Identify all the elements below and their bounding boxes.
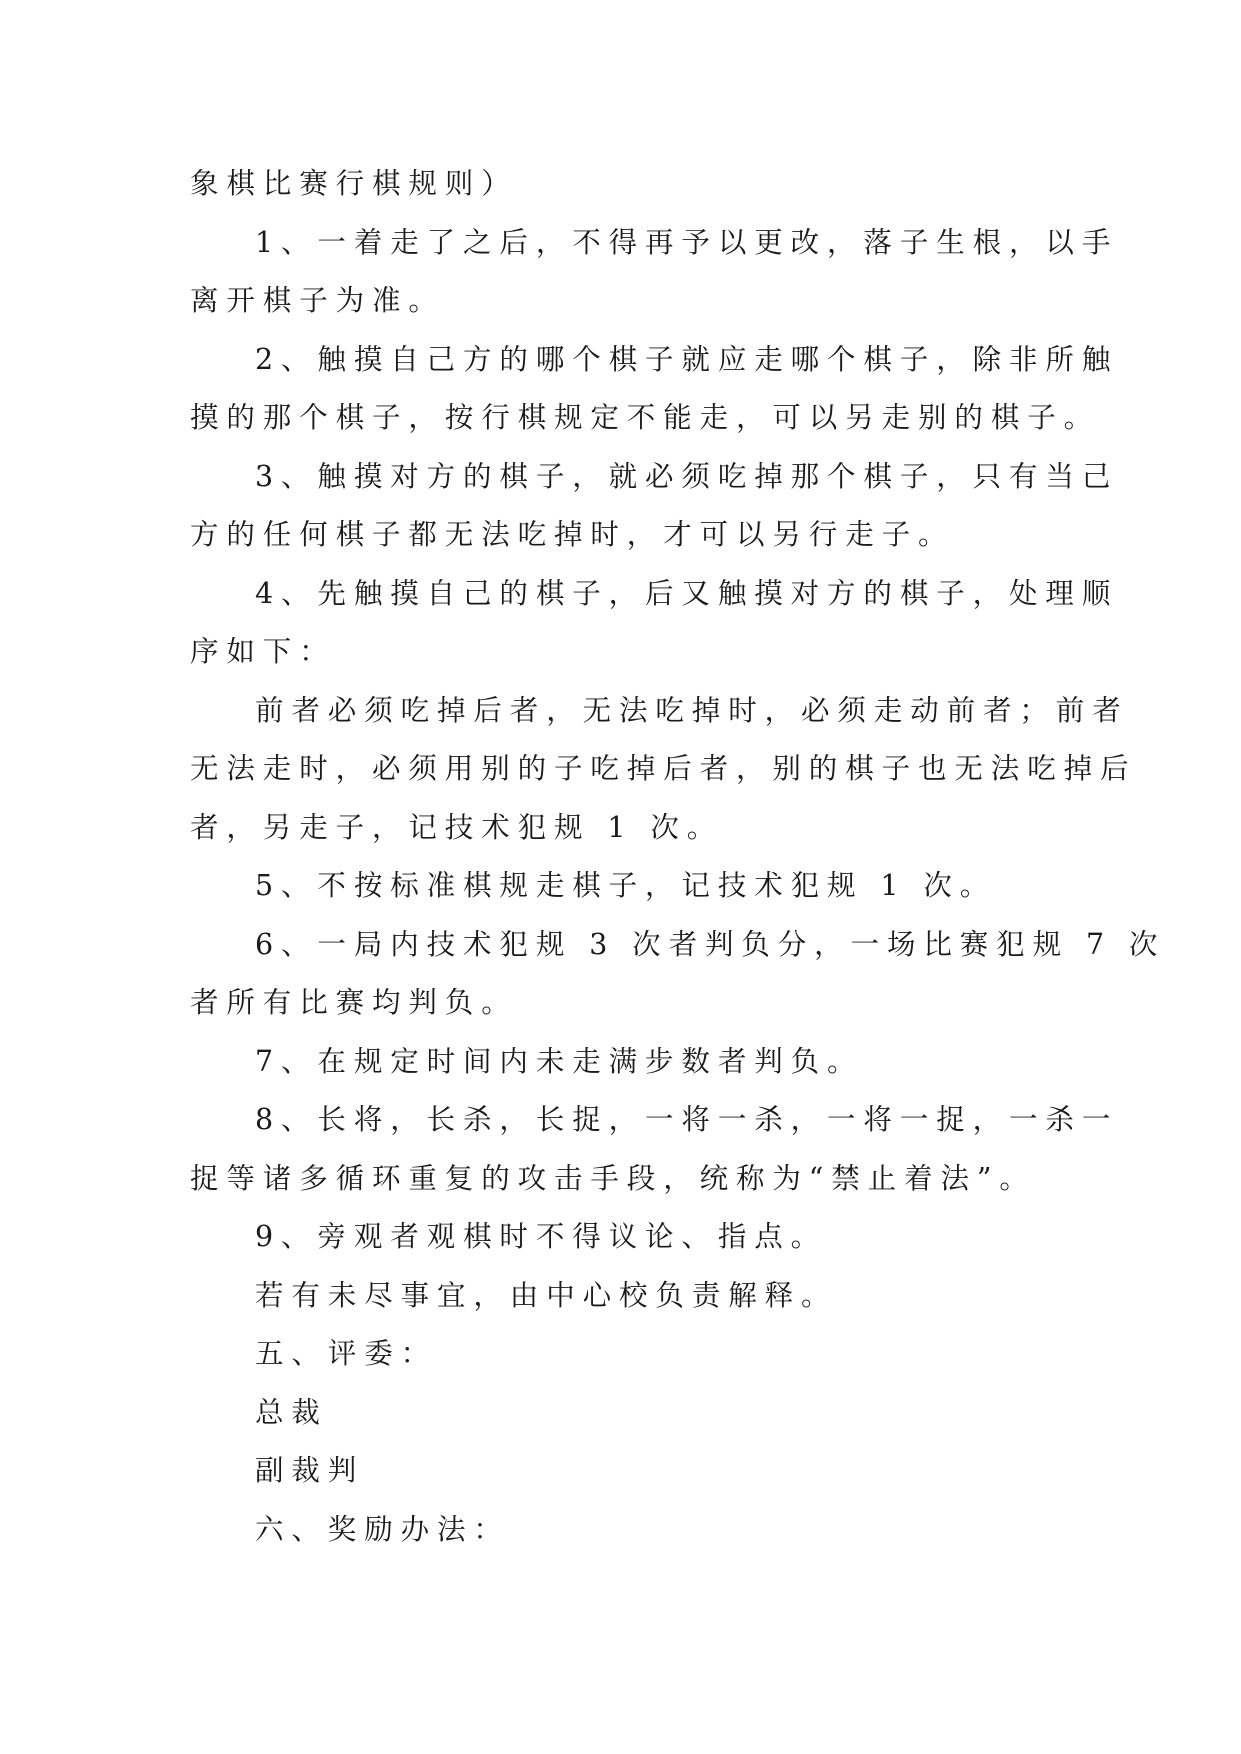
judge-deputy: 副裁判: [255, 1454, 365, 1487]
section-5-heading: 五、评委：: [255, 1337, 438, 1370]
text-line: 象棋比赛行棋规则）: [190, 167, 518, 200]
rule-5-line: 5、不按标准棋规走棋子，记技术犯规 1 次。: [255, 869, 997, 902]
document-body: [190, 155, 1166, 1559]
rule-4-detail-line-2: 无法走时，必须用别的子吃掉后者，别的棋子也无法吃掉后: [190, 752, 1137, 785]
rule-3-line-2: 方的任何棋子都无法吃掉时，才可以另行走子。: [190, 518, 955, 551]
rule-4-line-2: 序如下：: [190, 635, 336, 668]
section-6-heading: 六、奖励办法：: [255, 1512, 510, 1546]
rule-1-line-2: 离开棋子为准。: [190, 284, 445, 317]
rule-7-line: 7、在规定时间内未走满步数者判负。: [255, 1044, 864, 1078]
rule-4-detail-line-3: 者，另走子，记技术犯规 1 次。: [190, 810, 724, 844]
rule-6-line-2: 者所有比赛均判负。: [190, 986, 518, 1019]
note-line: 若有未尽事宜，由中心校负责解释。: [255, 1278, 838, 1312]
rule-4-detail-line-1: 前者必须吃掉后者，无法吃掉时，必须走动前者；前者: [255, 693, 1129, 727]
rule-8-line-1: 8、长将，长杀，长捉，一将一杀，一将一捉，一杀一: [255, 1103, 1119, 1136]
rule-2-line-1: 2、触摸自己方的哪个棋子就应走哪个棋子，除非所触: [255, 342, 1119, 376]
rule-3-line-1: 3、触摸对方的棋子，就必须吃掉那个棋子，只有当己: [255, 459, 1119, 493]
rule-9-line: 9、旁观者观棋时不得议论、指点。: [255, 1220, 828, 1253]
rule-4-line-1: 4、先触摸自己的棋子，后又触摸对方的棋子，处理顺: [255, 576, 1119, 610]
rule-8-line-2: 捉等诸多循环重复的攻击手段，统称为“禁止着法”。: [190, 1161, 1036, 1195]
rule-2-line-2: 摸的那个棋子，按行棋规定不能走，可以另走别的棋子。: [190, 401, 1101, 434]
rule-6-line-1: 6、一局内技术犯规 3 次者判负分，一场比赛犯规 7 次: [255, 927, 1166, 961]
judge-chief: 总裁: [255, 1395, 328, 1429]
rule-1-line-1: 1、一着走了之后，不得再予以更改，落子生根，以手: [255, 225, 1119, 259]
